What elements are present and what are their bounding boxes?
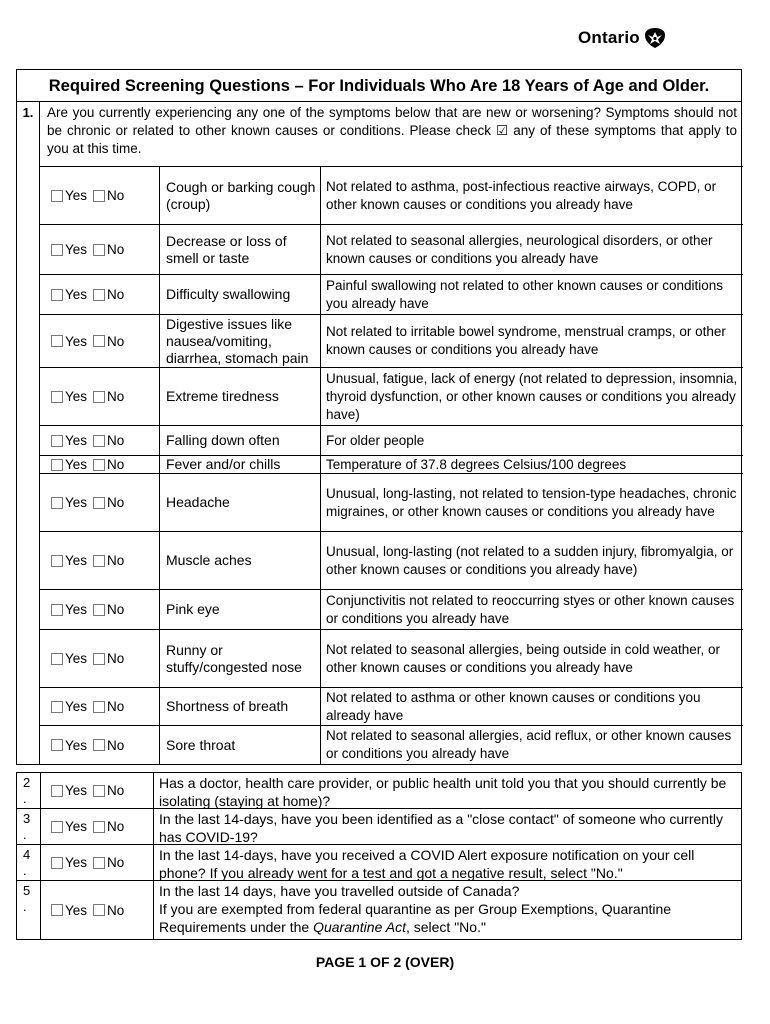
symptom-row	[40, 590, 743, 630]
symptom-name: Pink eye	[160, 590, 321, 629]
symptom-note: Not related to seasonal allergies, neurological disorders, or other known causes or conditions you already have	[326, 232, 713, 266]
no-label: No	[107, 783, 125, 798]
symptom-note: Not related to asthma, post-infectious reactive airways, COPD, or other known causes or conditions you already have	[326, 178, 717, 212]
symptom-row	[40, 726, 743, 764]
no-label: No	[107, 737, 125, 753]
question-text: Has a doctor, health care provider, or public health unit told you that you should currently be isolating (staying at home)?	[159, 775, 727, 809]
symptom-name: Extreme tiredness	[160, 368, 321, 425]
yes-no-cell	[40, 726, 160, 764]
yes-checkbox[interactable]	[51, 391, 63, 403]
no-label: No	[107, 188, 125, 203]
yes-checkbox[interactable]	[51, 190, 63, 202]
question-text-part: , select "No."	[405, 919, 486, 935]
yes-no-cell	[41, 881, 154, 939]
symptom-row	[40, 225, 743, 275]
yes-no-cell	[40, 368, 160, 425]
question-number: 4 .	[17, 845, 41, 880]
symptom-name: Shortness of breath	[160, 688, 321, 725]
question-text: In the last 14-days, have you been identified as a "close contact" of someone who currently has COVID-19?	[159, 811, 724, 845]
symptom-name: Headache	[160, 474, 321, 531]
yes-label: Yes	[65, 389, 88, 404]
yes-no-cell	[41, 845, 154, 880]
form-title: Required Screening Questions – For Individuals Who Are 18 Years of Age and Older.	[17, 70, 741, 102]
symptom-note: Temperature of 37.8 degrees Celsius/100 degrees	[326, 456, 627, 472]
yes-label: Yes	[65, 188, 88, 203]
no-checkbox[interactable]	[93, 857, 105, 869]
yes-label: Yes	[65, 287, 88, 302]
yes-label: Yes	[65, 699, 88, 714]
no-label: No	[107, 457, 125, 472]
symptom-table	[40, 166, 743, 764]
no-label: No	[107, 433, 125, 448]
question-number: 2 .	[17, 773, 41, 808]
question-row	[17, 773, 741, 809]
yes-no-cell	[40, 275, 160, 314]
question-row	[17, 809, 741, 845]
yes-no-cell	[40, 225, 160, 274]
yes-no-cell	[40, 630, 160, 687]
no-checkbox[interactable]	[93, 904, 105, 916]
yes-label: Yes	[65, 433, 88, 448]
symptom-name: Falling down often	[160, 426, 321, 455]
symptom-name: Decrease or loss of smell or taste	[160, 225, 321, 274]
ontario-logo	[578, 24, 666, 52]
no-checkbox[interactable]	[93, 555, 105, 567]
yes-checkbox[interactable]	[51, 497, 63, 509]
yes-no-cell	[40, 688, 160, 725]
yes-no-cell	[40, 456, 160, 473]
symptom-row	[40, 167, 743, 225]
symptom-name: Cough or barking cough (croup)	[160, 167, 321, 224]
yes-label: Yes	[65, 242, 88, 257]
question-text: In the last 14-days, have you received a COVID Alert exposure notification on your cell phone? If you already went for a test and got a negative result, select "No."	[159, 847, 695, 881]
no-checkbox[interactable]	[93, 701, 105, 713]
no-label: No	[107, 902, 125, 918]
symptom-row	[40, 630, 743, 688]
no-label: No	[107, 242, 125, 257]
symptom-name: Muscle aches	[160, 532, 321, 589]
no-checkbox[interactable]	[93, 739, 105, 751]
ontario-trillium-icon	[644, 27, 666, 49]
question-1-text: Are you currently experiencing any one of the symptoms below that are new or worsening? Symptoms should not be chronic or related to other known causes or conditions. Please check ☑ any of these symptoms that apply to you at this time.	[47, 105, 737, 156]
no-label: No	[107, 287, 125, 302]
symptom-row	[40, 688, 743, 726]
question-number: 3 .	[17, 809, 41, 844]
page-indicator: PAGE 1 OF 2 (OVER)	[315, 954, 455, 970]
symptom-name: Digestive issues like nausea/vomiting, diarrhea, stomach pain	[160, 315, 321, 367]
symptom-name: Runny or stuffy/congested nose	[160, 630, 321, 687]
yes-label: Yes	[65, 737, 88, 753]
no-checkbox[interactable]	[93, 244, 105, 256]
symptom-note: Not related to seasonal allergies, being outside in cold weather, or other known causes or conditions you already have	[326, 641, 720, 675]
yes-checkbox[interactable]	[51, 821, 63, 833]
yes-label: Yes	[65, 855, 88, 870]
symptom-note: Not related to irritable bowel syndrome, menstrual cramps, or other known causes or conditions you already have	[326, 324, 726, 357]
question-number: 1.	[17, 102, 40, 764]
yes-checkbox[interactable]	[51, 244, 63, 256]
symptom-note: Unusual, long-lasting (not related to a sudden injury, fibromyalgia, or other known causes or conditions you already have)	[326, 543, 734, 577]
yes-no-cell	[40, 474, 160, 531]
no-checkbox[interactable]	[93, 335, 105, 347]
yes-checkbox[interactable]	[51, 701, 63, 713]
yes-no-cell	[40, 167, 160, 224]
yes-checkbox[interactable]	[51, 459, 63, 471]
screening-section-2	[16, 772, 742, 940]
no-checkbox[interactable]	[93, 785, 105, 797]
symptom-row	[40, 275, 743, 315]
yes-label: Yes	[65, 602, 88, 617]
no-label: No	[107, 553, 125, 568]
question-number: 5 .	[17, 881, 41, 939]
symptom-row	[40, 456, 743, 474]
yes-label: Yes	[65, 651, 88, 666]
no-checkbox[interactable]	[93, 435, 105, 447]
yes-label: Yes	[65, 553, 88, 568]
symptom-name: Fever and/or chills	[160, 456, 321, 473]
yes-checkbox[interactable]	[51, 904, 63, 916]
no-checkbox[interactable]	[93, 459, 105, 471]
no-label: No	[107, 602, 125, 617]
symptom-row	[40, 426, 743, 456]
symptom-note: Not related to asthma or other known causes or conditions you already have	[326, 689, 701, 723]
yes-checkbox[interactable]	[51, 555, 63, 567]
screening-section-1	[16, 69, 742, 765]
no-label: No	[107, 855, 125, 870]
symptom-row	[40, 368, 743, 426]
no-label: No	[107, 389, 125, 404]
symptom-name: Sore throat	[160, 726, 321, 764]
yes-no-cell	[40, 532, 160, 589]
act-name: Quarantine Act	[313, 919, 406, 935]
question-text	[154, 881, 741, 939]
question-row	[17, 881, 741, 939]
no-label: No	[107, 699, 125, 714]
no-checkbox[interactable]	[93, 190, 105, 202]
yes-checkbox[interactable]	[51, 739, 63, 751]
yes-checkbox[interactable]	[51, 604, 63, 616]
yes-no-cell	[41, 809, 154, 844]
yes-label: Yes	[65, 902, 88, 918]
symptom-row	[40, 315, 743, 368]
question-text-part: In the last 14 days, have you travelled outside of Canada? If you are exempted from federal quarantine as per Group Exemptions, Quarantine Requirements under the	[159, 883, 672, 935]
symptom-note: Not related to seasonal allergies, acid reflux, or other known causes or conditions you already have	[326, 728, 732, 761]
yes-no-cell	[40, 426, 160, 455]
no-checkbox[interactable]	[93, 289, 105, 301]
no-label: No	[107, 819, 125, 834]
symptom-row	[40, 474, 743, 532]
yes-checkbox[interactable]	[51, 857, 63, 869]
yes-checkbox[interactable]	[51, 289, 63, 301]
yes-no-cell	[40, 590, 160, 629]
symptom-note: Unusual, long-lasting, not related to tension-type headaches, chronic migraines, or other known causes or conditions you already have	[326, 485, 737, 519]
symptom-note: For older people	[326, 432, 425, 448]
question-row	[17, 845, 741, 881]
logo-text: Ontario	[578, 28, 640, 47]
no-checkbox[interactable]	[93, 391, 105, 403]
yes-checkbox[interactable]	[51, 785, 63, 797]
yes-checkbox[interactable]	[51, 653, 63, 665]
no-checkbox[interactable]	[93, 653, 105, 665]
yes-label: Yes	[65, 457, 88, 472]
yes-label: Yes	[65, 783, 88, 798]
yes-no-cell	[40, 315, 160, 367]
symptom-row	[40, 532, 743, 590]
yes-checkbox[interactable]	[51, 435, 63, 447]
symptom-note: Conjunctivitis not related to reoccurring styes or other known causes or conditions you already have	[326, 592, 735, 626]
no-label: No	[107, 495, 125, 510]
symptom-note: Unusual, fatigue, lack of energy (not related to depression, insomnia, thyroid dysfunction, or other known causes or conditions you already have)	[326, 370, 738, 422]
symptom-note: Painful swallowing not related to other known causes or conditions you already have	[326, 277, 723, 311]
yes-label: Yes	[65, 333, 88, 349]
yes-label: Yes	[65, 819, 88, 834]
no-label: No	[107, 333, 125, 349]
yes-no-cell	[41, 773, 154, 808]
no-checkbox[interactable]	[93, 604, 105, 616]
no-checkbox[interactable]	[93, 497, 105, 509]
yes-label: Yes	[65, 495, 88, 510]
no-checkbox[interactable]	[93, 821, 105, 833]
no-label: No	[107, 651, 125, 666]
yes-checkbox[interactable]	[51, 335, 63, 347]
symptom-name: Difficulty swallowing	[160, 275, 321, 314]
